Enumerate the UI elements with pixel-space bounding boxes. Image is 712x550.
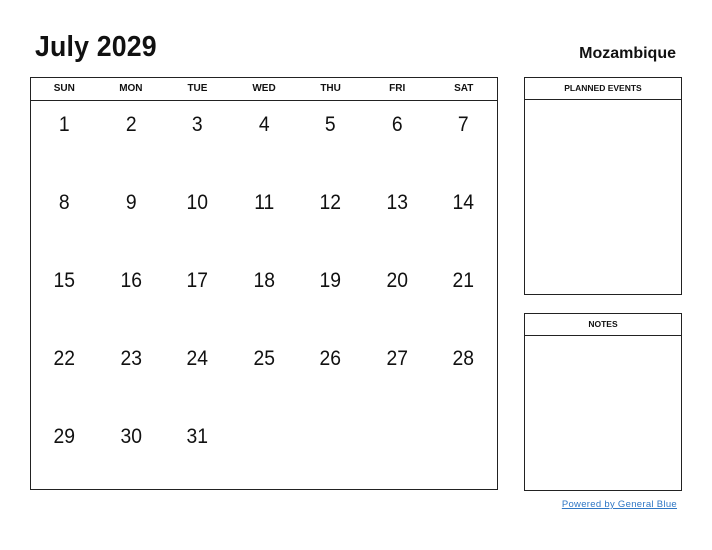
weekday-sat: SAT xyxy=(454,83,474,94)
day-cell: 25 xyxy=(253,347,275,370)
day-cell: 3 xyxy=(192,113,203,136)
day-cell-empty xyxy=(367,412,428,490)
planned-events-title: PLANNED EVENTS xyxy=(525,78,681,100)
calendar-grid xyxy=(30,77,498,490)
day-cell: 12 xyxy=(319,191,342,214)
day-cell: 28 xyxy=(452,347,475,370)
day-cell: 23 xyxy=(120,347,142,370)
day-cell: 10 xyxy=(186,191,209,214)
day-cell: 18 xyxy=(253,269,275,292)
day-cell: 15 xyxy=(53,269,76,292)
day-cell: 6 xyxy=(391,113,403,136)
weekday-tue: TUE xyxy=(187,83,208,94)
day-cell: 5 xyxy=(325,113,336,136)
day-cell: 2 xyxy=(125,113,137,136)
weekday-mon: MON xyxy=(119,83,143,94)
day-cell: 26 xyxy=(319,347,342,370)
day-cell: 29 xyxy=(53,425,76,448)
country-label: Mozambique xyxy=(579,45,676,62)
day-cell: 8 xyxy=(58,191,70,214)
planned-events-panel xyxy=(524,77,682,295)
day-cell: 13 xyxy=(386,191,408,214)
weekday-fri: FRI xyxy=(389,83,406,94)
notes-panel xyxy=(524,313,682,491)
day-cell-empty xyxy=(300,412,361,490)
day-cell-empty xyxy=(233,412,294,490)
day-cell: 31 xyxy=(186,425,209,448)
weekday-wed: WED xyxy=(252,83,276,94)
day-cell: 24 xyxy=(186,347,209,370)
weekday-header xyxy=(31,78,497,101)
page-title: July 2029 xyxy=(35,31,157,63)
day-cell: 11 xyxy=(253,191,275,214)
notes-title: NOTES xyxy=(525,314,681,336)
day-cell: 1 xyxy=(58,113,70,136)
day-cell: 4 xyxy=(258,113,270,136)
day-cell: 21 xyxy=(452,269,475,292)
day-cell: 17 xyxy=(186,269,209,292)
day-cell: 14 xyxy=(452,191,475,214)
day-cell: 22 xyxy=(53,347,76,370)
day-cell: 9 xyxy=(125,191,137,214)
day-grid xyxy=(31,100,497,490)
day-cell: 20 xyxy=(386,269,408,292)
day-cell: 27 xyxy=(386,347,408,370)
day-cell: 16 xyxy=(120,269,142,292)
day-cell-empty xyxy=(433,412,494,490)
day-cell: 30 xyxy=(120,425,142,448)
day-cell: 19 xyxy=(319,269,342,292)
weekday-sun: SUN xyxy=(53,83,75,94)
day-cell: 7 xyxy=(458,113,470,136)
weekday-thu: THU xyxy=(320,83,341,94)
powered-by-link[interactable]: Powered by General Blue xyxy=(561,499,677,510)
